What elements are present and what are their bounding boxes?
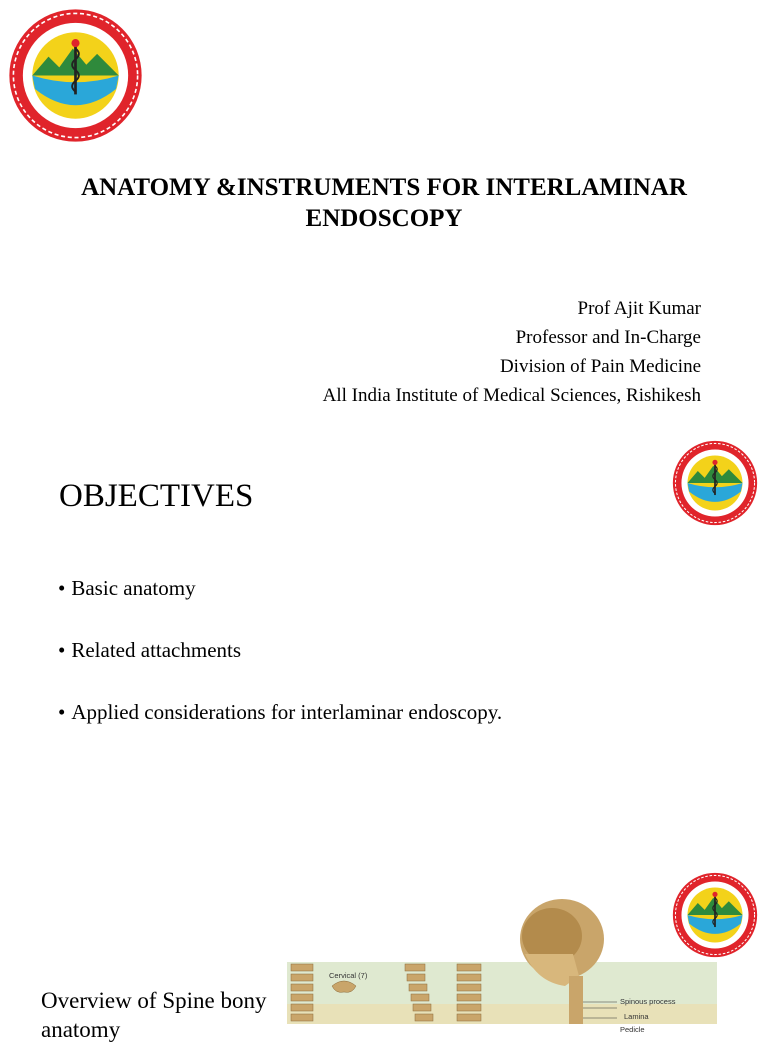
- label-spinous-process: Spinous process: [620, 997, 676, 1006]
- seal-graphic: [672, 440, 758, 526]
- objectives-heading: OBJECTIVES: [59, 478, 254, 514]
- title-slide: [0, 0, 768, 432]
- spine-anatomy-illustration-icon: [287, 894, 717, 1034]
- author-role: Professor and In-Charge: [515, 327, 701, 348]
- list-item: • Basic anatomy: [58, 576, 502, 638]
- objectives-slide: [0, 432, 768, 864]
- aiims-logo-icon: [8, 8, 143, 143]
- author-institution: All India Institute of Medical Sciences, Rishikesh: [322, 385, 701, 406]
- slide-title: ANATOMY &INSTRUMENTS FOR INTERLAMINAR ENDOSCOPY: [81, 174, 687, 232]
- list-item: • Applied considerations for interlaminar endoscopy.: [58, 700, 502, 762]
- label-lamina: Lamina: [624, 1012, 649, 1021]
- overview-heading: Overview of Spine bony anatomy: [41, 988, 267, 1042]
- author-block: [323, 294, 701, 410]
- list-item: • Related attachments: [58, 638, 502, 700]
- author-division: Division of Pain Medicine: [499, 356, 701, 377]
- aiims-logo-icon: [672, 440, 758, 526]
- spine-overview-slide: [0, 864, 768, 1042]
- author-name: Prof Ajit Kumar: [577, 298, 701, 319]
- label-cervical: Cervical (7): [329, 971, 368, 980]
- objectives-list: [58, 576, 502, 762]
- label-pedicle: Pedicle: [620, 1025, 645, 1034]
- seal-graphic: [8, 8, 143, 143]
